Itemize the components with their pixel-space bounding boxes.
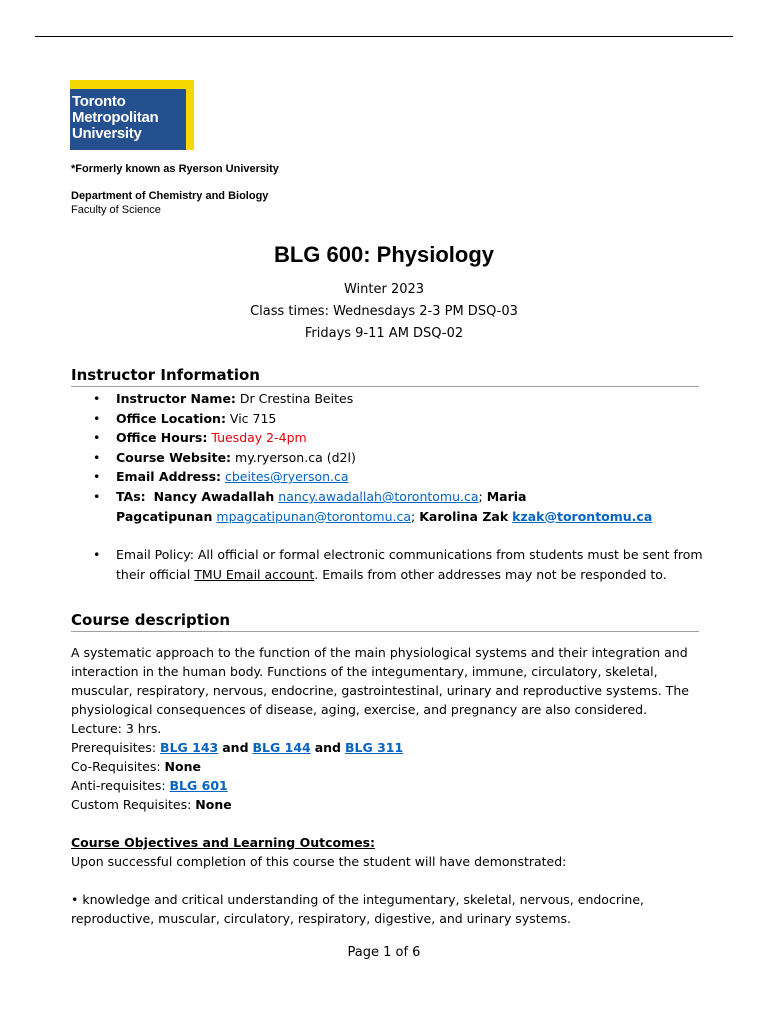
prereq-blg311-link[interactable]: BLG 311	[344, 740, 404, 755]
department-name: Department of Chemistry and Biology	[71, 190, 269, 202]
lecture-hours: Lecture: 3 hrs.	[71, 721, 162, 736]
class-times-1: Class times: Wednesdays 2-3 PM DSQ-03	[250, 304, 518, 319]
email-policy-item: • Email Policy: All official or formal electronic communications from students must be sent from their official TMU Email account. Emails from other addresses may not be responded to.	[93, 547, 703, 582]
objectives-bullet: • knowledge and critical understanding of the integumentary, skeletal, nervous, endocrine, reproductive, muscular, circulatory, respiratory, digestive, and urinary systems.	[71, 892, 645, 926]
objectives-intro: Upon successful completion of this course the student will have demonstrated:	[71, 854, 567, 869]
objectives-section	[71, 833, 701, 871]
formerly-note: *Formerly known as Ryerson University	[71, 163, 279, 175]
logo-text: Toronto Metropolitan University	[72, 93, 159, 142]
antireq-blg601-link[interactable]: BLG 601	[169, 778, 228, 793]
co-requisites: Co-Requisites: None	[71, 759, 201, 774]
course-description-heading: Course description	[71, 611, 699, 632]
class-times-2: Fridays 9-11 AM DSQ-02	[304, 326, 464, 341]
anti-requisites: Anti-requisites: BLG 601	[71, 778, 228, 793]
university-logo	[70, 80, 194, 150]
page-number: Page 1 of 6	[347, 945, 421, 960]
ta1-email-link[interactable]: nancy.awadallah@torontomu.ca	[278, 489, 479, 504]
tas-item: • TAs: Nancy Awadallah nancy.awadallah@torontomu.ca; Maria Pagcatipunan mpagcatipunan@torontomu.ca; Karolina Zak kzak@torontomu.ca	[93, 489, 653, 524]
prereq-blg143-link[interactable]: BLG 143	[160, 740, 219, 755]
course-term: Winter 2023	[343, 282, 425, 297]
tmu-email-link[interactable]: TMU Email account	[194, 566, 315, 582]
course-title: BLG 600: Physiology	[273, 242, 495, 267]
instructor-heading: Instructor Information	[71, 366, 699, 387]
prereq-blg144-link[interactable]: BLG 144	[252, 740, 311, 755]
instructor-email-link[interactable]: cbeites@ryerson.ca	[225, 469, 349, 484]
top-rule	[35, 36, 733, 37]
custom-requisites: Custom Requisites: None	[71, 797, 232, 812]
faculty-name: Faculty of Science	[71, 204, 161, 216]
prerequisites: Prerequisites: BLG 143 and BLG 144 and BLG 311	[71, 740, 404, 755]
objectives-heading: Course Objectives and Learning Outcomes:	[71, 835, 376, 850]
course-description-text: A systematic approach to the function of the main physiological systems and their integration and interaction in the human body. Functions of the integumentary, immune, circulatory, skeletal, muscular, respiratory, nervous, endocrine, gastrointestinal, urinary and reproductive systems. The physiological consequences of disease, aging, exercise, and pregnancy are also considered. Lecture: 3 hrs. Prerequisites: BLG 143 and BLG 144 and BLG 311 Co-Requisites: None Anti-requisites: BLG 601 Custom Requisites: None	[71, 643, 701, 814]
ta3-email-link[interactable]: kzak@torontomu.ca	[512, 508, 653, 524]
ta2-email-link[interactable]: mpagcatipunan@torontomu.ca	[216, 508, 412, 524]
